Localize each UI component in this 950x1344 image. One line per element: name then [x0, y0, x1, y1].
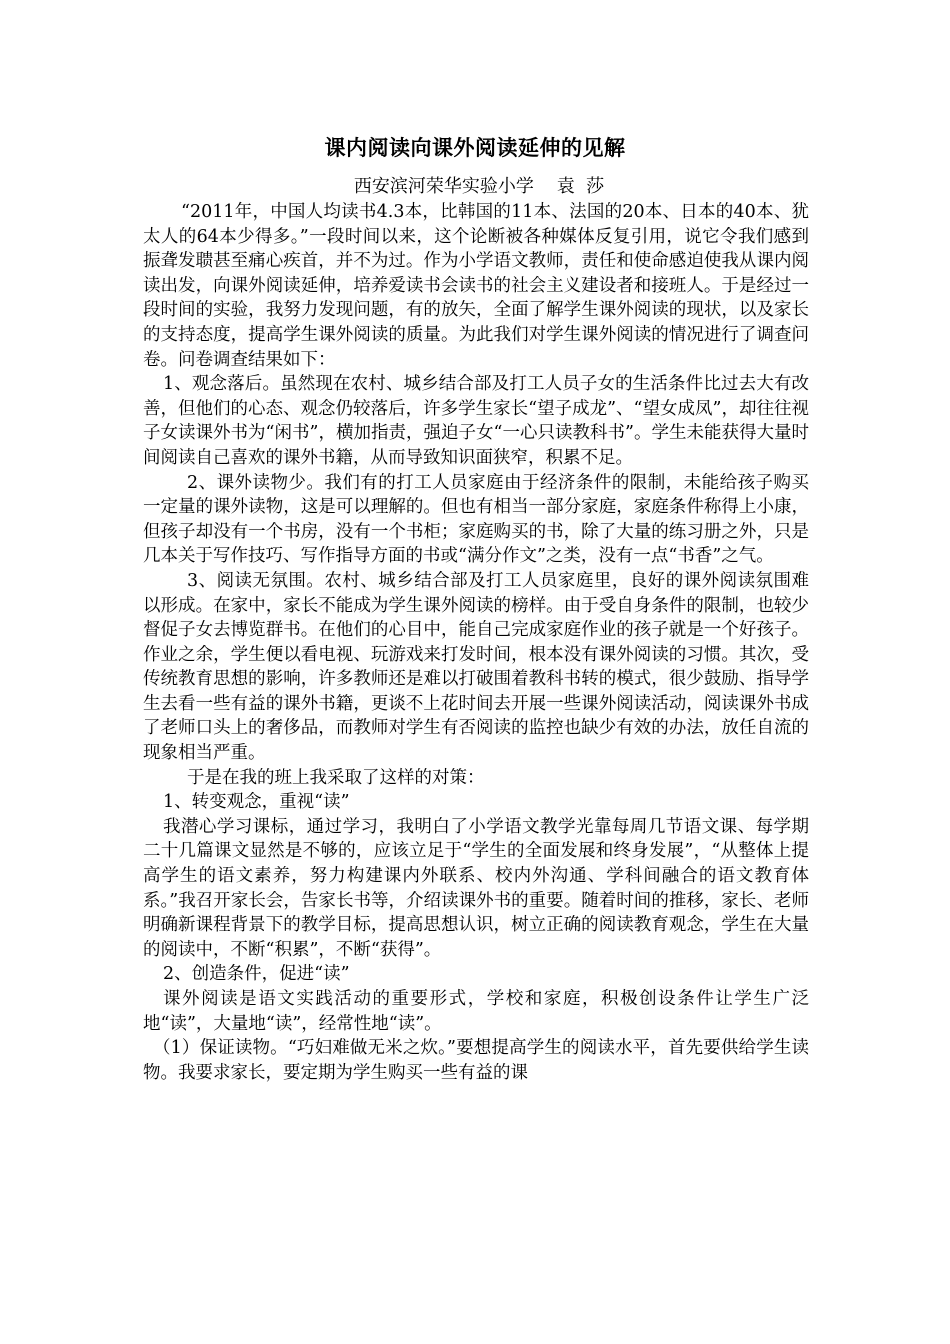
paragraph-survey-item-1: 1、观念落后。虽然现在农村、城乡结合部及打工人员子女的生活条件比过去大有改善，但他们的心态、观念仍较落后，许多学生家长“望子成龙”、“望女成凤”，却往往视子女读课外书为“闲书”，横加指责，强迫子女“一心只读教科书”。学生未能获得大量时间阅读自己喜欢的课外书籍，从而导致知识面狭窄，积累不足。 — [143, 374, 809, 468]
paragraph-survey-item-2: 2、课外读物少。我们有的打工人员家庭由于经济条件的限制，未能给孩子购买一定量的课外读物，这是可以理解的。但也有相当一部分家庭，家庭条件称得上小康，但孩子却没有一个书房，没有一个书柜；家庭购买的书，除了大量的练习册之外，只是几本关于写作技巧、写作指导方面的书或“满分作文”之类，没有一点“书香”之气。 — [143, 472, 809, 567]
paragraph-countermeasure-1: 我潜心学习课标，通过学习，我明白了小学语文教学光靠每周几节语文课、每学期二十几篇课文显然是不够的，应该立足于“学生的全面发展和终身发展”，“从整体上提高学生的语文素养，努力构建课内外联系、校内外沟通、学科间融合的语文教育体系。”我召开家长会，告家长书等，介绍读课外书的重要。随着时间的推移，家长、老师明确新课程背景下的教学目标，提高思想认识，树立正确的阅读教育观念，学生在大量的阅读中，不断“积累”，不断“获得”。 — [143, 816, 809, 960]
paragraph-countermeasures-intro: 于是在我的班上我采取了这样的对策： — [187, 767, 485, 788]
paragraph-countermeasure-2-1: （1）保证读物。“巧妇难做无米之炊。”要想提高学生的阅读水平，首先要供给学生读物。我要求家长，要定期为学生购买一些有益的课 — [143, 1038, 809, 1083]
paragraph-intro: “2011年，中国人均读书4.3本，比韩国的11本、法国的20本、日本的40本、犹太人的64本少得多。”一段时间以来，这个论断被各种媒体反复引用，说它令我们感到振聋发聩甚至痛心疾首，并不为过。作为小学语文教师，责任和使命感迫使我从课内阅读出发，向课外阅读延伸，培养爱读书会读书的社会主义建设者和接班人。于是经过一段时间的实验，我努力发现问题，有的放矢，全面了解学生课外阅读的现状，以及家长的支持态度，提高学生课外阅读的质量。为此我们对学生课外阅读的情况进行了调查问卷。问卷调查结果如下： — [143, 202, 809, 370]
heading-countermeasure-2: 2、创造条件，促进“读” — [163, 964, 350, 985]
document-title: 课内阅读向课外阅读延伸的见解 — [324, 135, 626, 160]
paragraph-survey-item-3: 3、阅读无氛围。农村、城乡结合部及打工人员家庭里，良好的课外阅读氛围难以形成。在家中，家长不能成为学生课外阅读的榜样。由于受自身条件的限制，也较少督促子女去博览群书。在他们的心目中，能自己完成家庭作业的孩子就是一个好孩子。作业之余，学生便以看电视、玩游戏来打发时间，根本没有课外阅读的习惯。其次，受传统教育思想的影响，许多教师还是难以打破围着教科书转的模式，很少鼓励、指导学生去看一些有益的课外书籍，更谈不上花时间去开展一些课外阅读活动，阅读课外书成了老师口头上的奢侈品，而教师对学生有否阅读的监控也缺少有效的办法，放任自流的现象相当严重。 — [143, 570, 809, 764]
document-body — [143, 200, 809, 1085]
author-byline: 西安滨河荣华实验小学 袁 莎 — [353, 176, 605, 197]
paragraph-countermeasure-2: 课外阅读是语文实践活动的重要形式，学校和家庭，积极创设条件让学生广泛地“读”，大量地“读”，经常性地“读”。 — [143, 989, 809, 1034]
heading-countermeasure-1: 1、转变观念，重视“读” — [163, 792, 350, 813]
